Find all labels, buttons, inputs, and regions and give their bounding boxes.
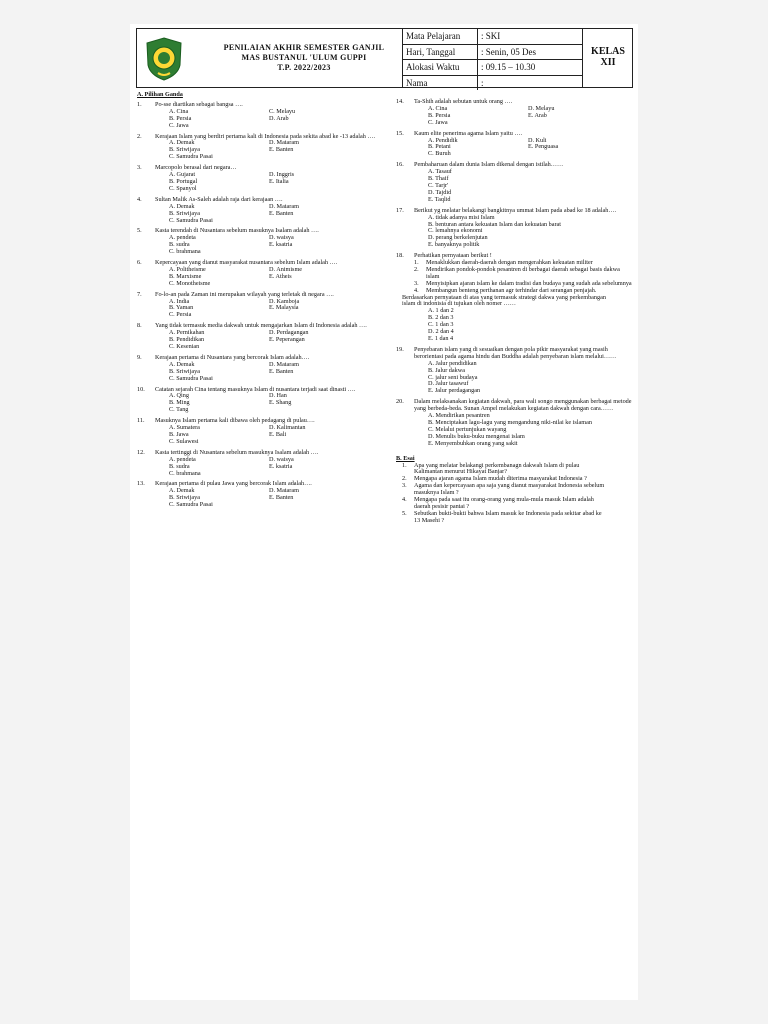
statement-text: Membangun benteng perthanan agr terhindar dari serangan penjajah.: [426, 286, 597, 294]
answer-option: D. Animisme: [269, 265, 303, 273]
question-text: Kerajaan pertama di pulau Jawa yang bercorak Islam adalah….: [155, 480, 312, 488]
exam-title: [199, 43, 409, 73]
class-value: XII: [600, 57, 616, 68]
statement-number: 1.: [414, 259, 419, 267]
question-text: Berikut yg melatar belakangi bangkitnya ummat Islam pada abad ke 18 adalah….: [414, 206, 617, 214]
question-number: 11.: [137, 417, 145, 425]
answer-options: [137, 330, 383, 351]
answer-option: E. Peperangan: [269, 336, 305, 344]
question-text: Berdasarkan pernyataan di atas yang termasuk strategi dakwa yang perkembangan islam di indonisia di tujukan oleh nomer ……: [402, 293, 606, 308]
answer-options: [137, 425, 383, 446]
statement-number: 2.: [414, 265, 419, 273]
answer-option: [269, 344, 383, 351]
question-text: Fo-lo-an pada Zaman ini merupakan wilayah yang terletak di negara ….: [155, 290, 334, 298]
answer-option: A. Cina: [428, 104, 448, 112]
answer-option: B. Marxisme: [169, 272, 202, 280]
exam-title-line1: PENILAIAN AKHIR SEMESTER GANJIL: [223, 43, 385, 52]
question-number: 3.: [137, 164, 142, 172]
answer-option: A. Demak: [169, 487, 195, 495]
question-number: 10.: [137, 385, 145, 393]
question-text: Kerajaan Islam yang berdiri pertama kali di Indonesia pada sekita abad ke -13 adalah ….: [155, 132, 376, 140]
answer-option: A. Tasauf: [428, 168, 452, 176]
info-value: : Senin, 05 Des: [481, 46, 536, 57]
answer-option: [269, 281, 383, 288]
answer-option: D. waisya: [269, 234, 294, 242]
answer-option: C. 1 dan 3: [428, 321, 454, 329]
answer-option: D. Melayu: [528, 104, 555, 112]
statement-item: [414, 267, 634, 281]
answer-option: [528, 151, 634, 158]
answer-option: D. Menulis buku-buku mengenai islam: [428, 432, 525, 440]
answer-option: E. Jalur perdagangan: [428, 387, 481, 395]
answer-option: E. Italia: [269, 177, 289, 185]
answer-options: [137, 204, 383, 225]
answer-option: C. jalur seni budaya: [428, 373, 478, 381]
answer-option: A. Pendidik: [428, 136, 458, 144]
question: [396, 208, 634, 249]
essay-number: 2.: [402, 475, 407, 483]
answer-option: C. Tarjr': [428, 181, 449, 189]
answer-option: B. Sriwijaya: [169, 146, 200, 154]
answer-option: [528, 120, 634, 127]
answer-option: B. Portugal: [169, 177, 198, 185]
school-logo-icon: [145, 37, 183, 81]
question-number: 9.: [137, 353, 142, 361]
answer-option: E. Shang: [269, 399, 292, 407]
answer-option: B. Thaif: [428, 175, 449, 183]
question: [396, 99, 634, 127]
answer-option: C. Kesenian: [169, 343, 200, 350]
question-number: 6.: [137, 259, 142, 267]
statement-text: Menaklukkan daerah-daerah dengan mengerahkan kekuatan militer: [426, 259, 593, 267]
answer-option: E. Malaysia: [269, 304, 299, 312]
question-text: Kerajaan pertama di Nusantara yang bercorak Islam adalah….: [155, 353, 310, 361]
answer-options: [137, 299, 383, 320]
question-number: 8.: [137, 322, 142, 330]
question-number: 15.: [396, 129, 404, 137]
question-number: 18.: [396, 252, 404, 260]
question: [137, 228, 383, 256]
answer-option: A. 1 dan 2: [428, 307, 454, 315]
info-value: : 09.15 – 10.30: [481, 62, 536, 72]
answer-option: D. Mataram: [269, 139, 299, 147]
answer-option: B. Ming: [169, 399, 190, 407]
answer-option: [269, 471, 383, 478]
answer-option: D. Kamboja: [269, 297, 300, 305]
answer-option: C. Tang: [169, 406, 189, 414]
essay-list: [396, 463, 634, 525]
question-number: 5.: [137, 227, 142, 235]
answer-option: D. Inggris: [269, 171, 295, 179]
answer-option: A. Politheisme: [169, 265, 206, 273]
answer-option: D. Perdagangan: [269, 329, 309, 337]
exam-title-line2: MAS BUSTANUL 'ULUM GUPPI: [241, 53, 367, 62]
question-number: 14.: [396, 98, 404, 105]
answer-option: E. Atheis: [269, 272, 292, 280]
answer-option: E. Taqlid: [428, 195, 451, 203]
statement-number: 4.: [414, 286, 419, 294]
essay-number: 3.: [402, 482, 407, 490]
question-text: Pembaharuan dalam dunia Islam dikenal dengan istilah……: [414, 161, 564, 169]
answer-option: B. Persia: [169, 114, 192, 122]
answer-option: [269, 407, 383, 414]
question-number: 20.: [396, 398, 404, 406]
answer-option: B. 2 dan 3: [428, 314, 454, 322]
question: [137, 323, 383, 351]
question-number: 7.: [137, 290, 142, 298]
answer-option: C. Sulawesi: [169, 437, 199, 445]
answer-options: [137, 457, 383, 478]
answer-option: B. Menciptakan lagu-lagu yang mengandung niki-nilai ke islaman: [428, 418, 592, 426]
info-label: Alokasi Waktu: [403, 60, 478, 75]
answer-option: D. 2 dan 4: [428, 328, 454, 336]
exam-info-table: [402, 29, 583, 87]
question: [396, 162, 634, 203]
answer-option: D. Han: [269, 392, 287, 400]
answer-option: B. Petani: [428, 143, 451, 151]
answer-option: C. Samudra Pasai: [169, 153, 213, 161]
essay-text: Sebutkan bukti-bukti bahwa Islam masuk ke Indonesia pada sekitar abad ke 13 Masehi ?: [414, 509, 602, 524]
answer-option: B. sudra: [169, 241, 190, 249]
answer-option: C. Monotheisme: [169, 279, 211, 287]
question: [137, 450, 383, 478]
answer-options: [137, 362, 383, 383]
answer-option: D. Jalur tasawuf: [428, 380, 469, 388]
exam-title-line3: T.P. 2022/2023: [277, 63, 331, 72]
answer-option: A. Gujarat: [169, 171, 196, 179]
answer-option: B. Sriwijaya: [169, 494, 200, 502]
question-text: Dalam melaksanakan kegiatan dakwah, para wali songo menggunakan berbagai metode yang berbeda-beda. Sunan Ampel melakukan kegiatan dakwah dengan cara……: [414, 398, 632, 413]
answer-option: B. sudra: [169, 462, 190, 470]
essay-text: Agama dan kepercayaan apa saja yang dianut masyarakat Indonesia sebelum masuknya Islam ?: [414, 482, 605, 497]
essay-text: Mengapa pada saat itu orang-orang yang mula-mula masuk Islam adalah daerah pesisir pantai ?: [414, 496, 594, 510]
question-text: Perhatikan pernyataan berikut !: [414, 252, 492, 260]
answer-option: A. Cina: [169, 107, 189, 115]
answer-option: E. ksatria: [269, 241, 293, 249]
question-number: 16.: [396, 161, 404, 169]
answer-option: A. Pernikahan: [169, 329, 205, 337]
answer-option: C. brahmana: [169, 248, 201, 256]
answer-option: D. Arab: [269, 114, 289, 122]
answer-option: A. Demak: [169, 202, 195, 210]
answer-option: B. Jawa: [169, 430, 189, 438]
essay-item: [402, 497, 606, 511]
answer-options: [396, 138, 634, 159]
answer-option: A. pendeta: [169, 234, 196, 242]
info-label: Nama: [403, 76, 478, 91]
answer-options: [137, 488, 383, 509]
answer-option: C. Spanyol: [169, 184, 197, 192]
essay-number: 4.: [402, 496, 407, 504]
answer-option: B. Yaman: [169, 304, 194, 312]
answer-options: [137, 109, 383, 130]
info-row-date: [403, 45, 583, 61]
answer-option: C. Persia: [169, 311, 192, 319]
statement-list: [396, 260, 634, 295]
question-number: 17.: [396, 206, 404, 214]
answer-option: A. Demak: [169, 139, 195, 147]
answer-option: [269, 218, 383, 225]
answer-option: [269, 123, 383, 130]
answer-options: [137, 140, 383, 161]
answer-option: [269, 154, 383, 161]
question: [137, 165, 383, 193]
statement-text: Menyisipkan ajaran islam ke dalam tradisi dan budaya yang sudah ada sebelumnya: [426, 279, 632, 287]
right-column: [396, 99, 634, 525]
question-number: 12.: [137, 448, 145, 456]
answer-option: C. Melayu: [269, 107, 296, 115]
essay-item: [402, 511, 606, 525]
answer-options: [137, 393, 383, 414]
question-number: 4.: [137, 195, 142, 203]
info-row-time: [403, 60, 583, 76]
question-text: Kasta tertinggi di Nusantara sebelum masuknya Isalam adalah ….: [155, 448, 319, 456]
answer-options: [396, 361, 634, 396]
answer-option: E. Bali: [269, 430, 287, 438]
question-text: Marcopolo berasal dari negara…: [155, 164, 237, 172]
answer-option: C. Jawa: [169, 121, 189, 129]
essay-number: 5.: [402, 509, 407, 517]
question-number: 2.: [137, 132, 142, 140]
answer-options: [396, 413, 634, 448]
answer-options: [396, 169, 634, 204]
answer-option: A. tidak adanya misi Islam: [428, 213, 495, 221]
question: [137, 197, 383, 225]
info-value: :: [481, 77, 484, 88]
question: [137, 355, 383, 383]
answer-option: E. Menyembuhkan orang yang sakit: [428, 439, 518, 447]
essay-number: 1.: [402, 461, 407, 469]
answer-option: D. Kuli: [528, 136, 547, 144]
question: [137, 102, 383, 130]
answer-option: A. Sumatera: [169, 424, 200, 432]
answer-option: D. perang berkelenjutan: [428, 234, 488, 242]
answer-option: [269, 186, 383, 193]
answer-option: B. benturan antara kekuatan Islam dan kekuatan barat: [428, 220, 561, 228]
question: [396, 131, 634, 159]
section-a-title: A. Pilihan Ganda: [137, 91, 183, 98]
question-text: Kasta terendah di Nusantara sebelum masuknya Isalam adalah ….: [155, 227, 319, 235]
answer-option: B. Persia: [428, 111, 451, 119]
question: [137, 387, 383, 415]
question-stem: [396, 399, 634, 413]
answer-option: C. Samudra Pasai: [169, 374, 213, 382]
question-number: 1.: [137, 100, 142, 108]
answer-options: [137, 235, 383, 256]
info-row-name: [403, 76, 583, 91]
answer-option: E. Banten: [269, 494, 294, 502]
question: [396, 347, 634, 395]
answer-option: D. Mataram: [269, 360, 299, 368]
question-text: Penyebaran islam yang di sesuaikan dengan pola pikir masyarakat yang masih berorientasi pada agama hindu dan Buddha adalah penyebaran islam melalui……: [414, 345, 617, 360]
question: [137, 260, 383, 288]
info-label: Hari, Tanggal: [403, 45, 478, 60]
essay-text: Mengapa ajaran agama Islam mudah diterima masyarakat Indonesia ?: [414, 475, 587, 483]
question: [396, 399, 634, 447]
answer-options: [137, 267, 383, 288]
section-b-title: B. Esai: [396, 454, 415, 462]
question: [137, 134, 383, 162]
question-text: Sultan Malik As-Saleh adalah raja dari kerajaan ….: [155, 195, 283, 203]
answer-option: E. ksatria: [269, 462, 293, 470]
answer-option: [269, 249, 383, 256]
answer-option: A. Demak: [169, 360, 195, 368]
question: [137, 481, 383, 509]
answer-option: E. 1 dan 4: [428, 335, 454, 342]
answer-option: D. waisya: [269, 455, 294, 463]
answer-option: E. Banten: [269, 209, 294, 217]
info-row-subject: [403, 29, 583, 45]
question-text: Catatan sejarah Cina tentang masuknya Islam di nusantara terjadi saat dinasti ….: [155, 385, 356, 393]
statement-text: Mendirikan pondok-pondok pesantren di berbagai daerah sebagai basis dakwa islam: [426, 265, 620, 280]
answer-options: [396, 106, 634, 127]
question-text: Ta-Shih adalah sebutan untuk orang ….: [414, 98, 513, 105]
left-column: [137, 92, 383, 513]
question-text: Yang tidak termasuk media dakwah untuk mengajarkan Islam di Indonesia adalah ….: [155, 322, 367, 330]
question-text: Kepercayaan yang dianut masyarakat nusantara sebelum Islam adalah ….: [155, 259, 338, 267]
answer-option: C. brahmana: [169, 469, 201, 477]
answer-option: B. Pendidikan: [169, 336, 205, 344]
answer-option: E. Banten: [269, 146, 294, 154]
answer-option: B. Sriwijaya: [169, 209, 200, 217]
answer-option: B. Sriwijaya: [169, 367, 200, 375]
question-stem: [396, 347, 634, 361]
question: [396, 253, 634, 343]
answer-option: C. Samudra Pasai: [169, 216, 213, 224]
essay-text: Apa yang melatar belakangi perkembanagn dakwah Islam di pulau Kalimantan menurut Hikayat Banjar?: [414, 461, 580, 476]
answer-option: D. Mataram: [269, 487, 299, 495]
question: [137, 292, 383, 320]
question-number: 13.: [137, 480, 145, 488]
essay-item: [402, 463, 606, 477]
answer-option: D. Mataram: [269, 202, 299, 210]
question-text: Masuknya Islam pertama kali dibawa oleh pedagang di pulau….: [155, 417, 315, 425]
answer-option: E. Penguasa: [528, 143, 559, 151]
answer-option: E. Arab: [528, 111, 547, 119]
answer-options: [396, 308, 634, 343]
class-label: KELAS: [591, 46, 625, 57]
exam-page: [130, 24, 638, 1000]
answer-option: C. lemahnya ekonomi: [428, 227, 483, 235]
answer-option: [269, 439, 383, 446]
info-value: : SKI: [481, 31, 501, 41]
answer-option: E. Banten: [269, 367, 294, 375]
answer-option: [269, 376, 383, 383]
answer-option: C. Samudra Pasai: [169, 501, 213, 509]
answer-option: A. Qing: [169, 392, 189, 400]
answer-option: A. Jalur pendidikan: [428, 359, 477, 367]
answer-option: A. India: [169, 297, 190, 305]
info-label: Mata Pelajaran: [403, 29, 478, 44]
answer-option: C. Buruh: [428, 150, 451, 158]
answer-option: A. pendeta: [169, 455, 196, 463]
answer-option: [269, 312, 383, 319]
statement-number: 3.: [414, 279, 419, 287]
answer-option: C. Melalui pertunjukan wayang: [428, 425, 507, 433]
answer-option: A. Mendirikan pesantren: [428, 412, 490, 420]
question-text: Po-sse diartikan sebagai bangsa ….: [155, 100, 243, 108]
answer-options: [396, 215, 634, 250]
question-text: Kaum elite penerima agama Islam yaitu ….: [414, 129, 523, 137]
answer-option: C. Jawa: [428, 118, 448, 126]
answer-option: E. banyaknya politik: [428, 241, 480, 249]
question-number: 19.: [396, 345, 404, 353]
answer-option: D. Tajdid: [428, 188, 452, 196]
answer-options: [137, 172, 383, 193]
answer-option: [269, 502, 383, 509]
class-box: [582, 29, 633, 87]
question: [137, 418, 383, 446]
essay-item: [402, 483, 606, 497]
answer-option: B. Jalur dakwa: [428, 366, 465, 374]
answer-option: D. Kalimantan: [269, 424, 306, 432]
exam-header: [136, 28, 633, 88]
